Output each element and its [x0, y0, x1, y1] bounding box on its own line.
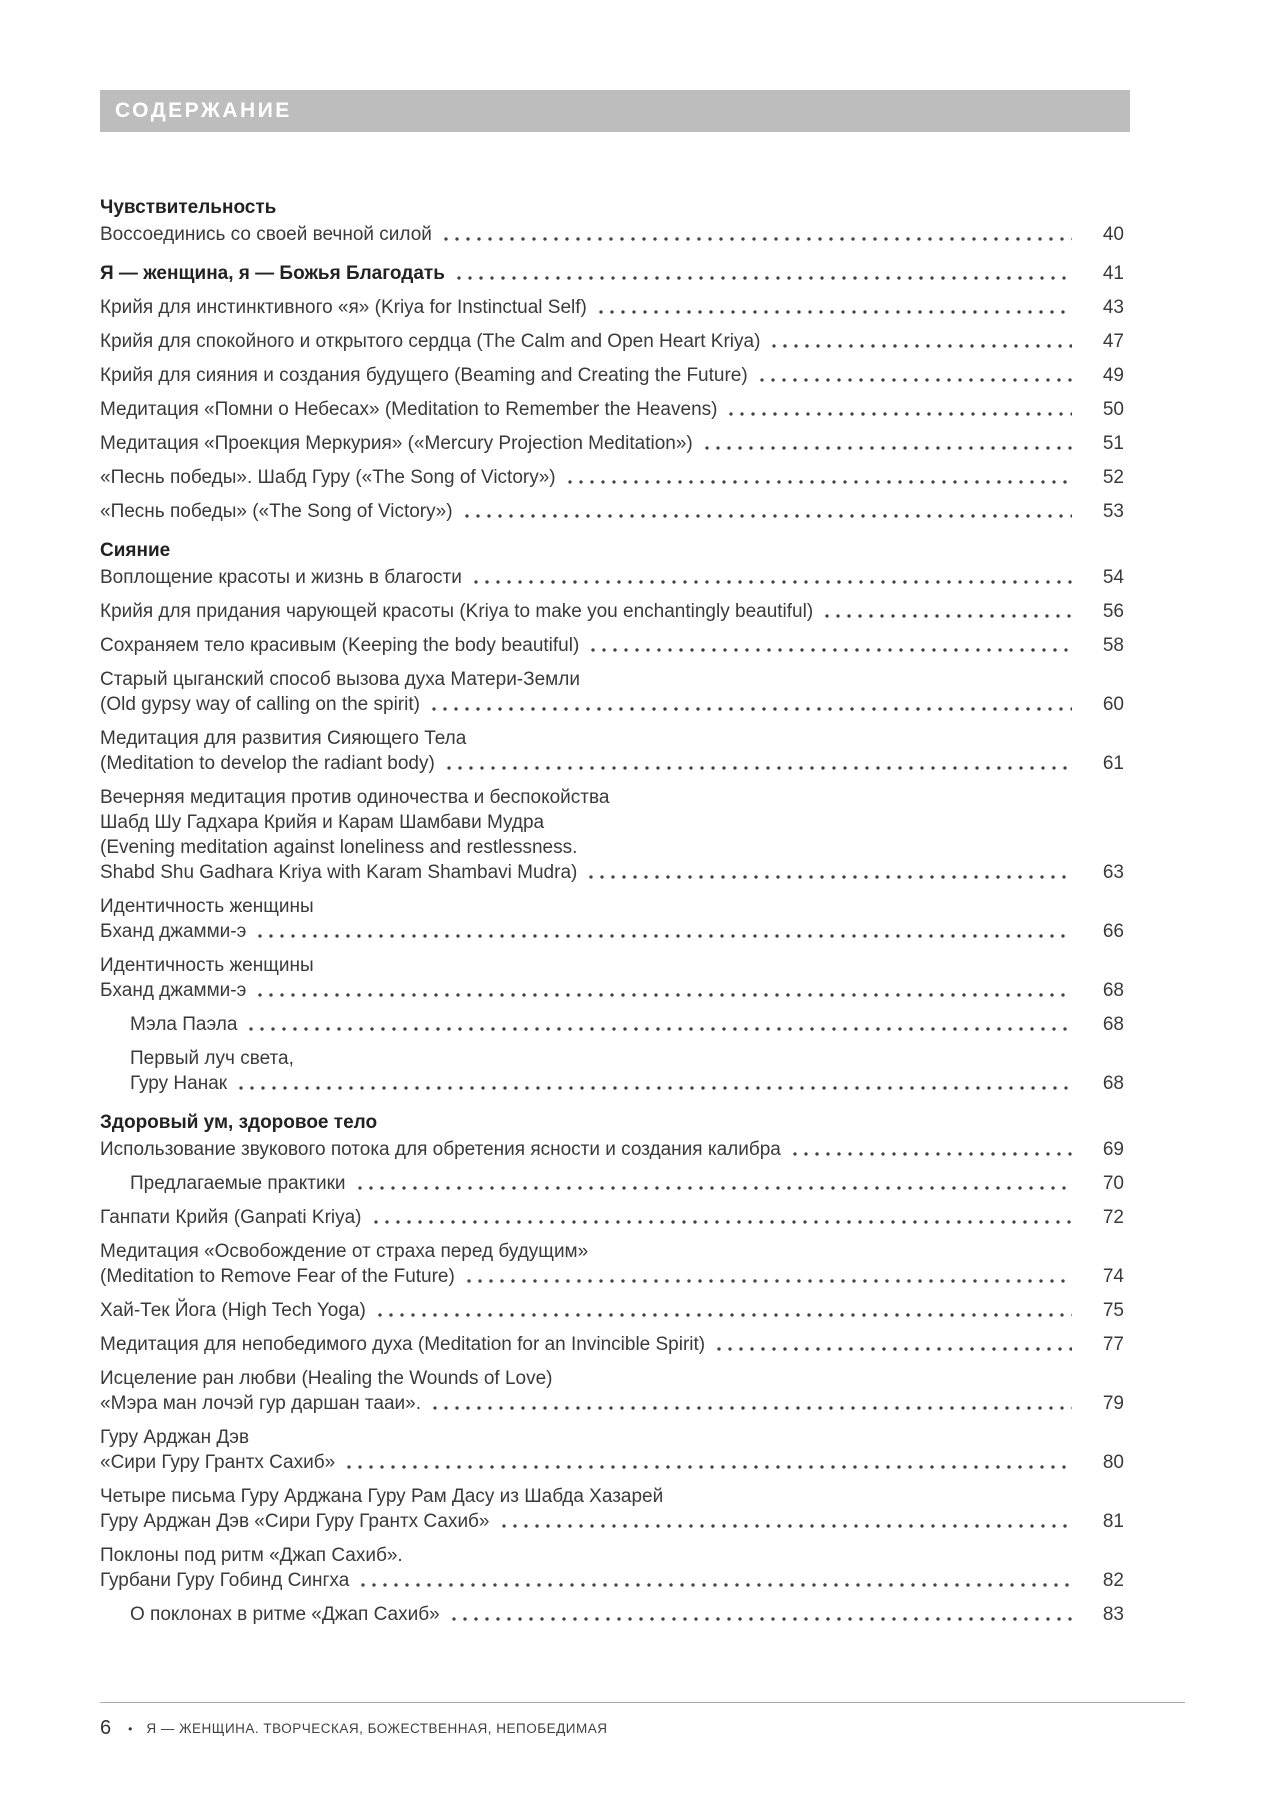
dot-leader: [361, 1583, 1072, 1587]
toc-heading-text: Чувствительность: [100, 197, 277, 218]
toc-entry-text: Воплощение красоты и жизнь в благости: [100, 567, 462, 588]
toc-entry-line: [100, 726, 1130, 751]
toc-entry: [100, 633, 1130, 658]
toc-entry-text: Идентичность женщины: [100, 896, 314, 917]
toc-entry-line: [100, 667, 1130, 692]
toc-entry: [100, 1425, 1130, 1475]
toc-entry-text: Старый цыганский способ вызова духа Матери-Земли: [100, 669, 580, 690]
toc-entry-text: Шабд Шу Гадхара Крийя и Карам Шамбави Мудра: [100, 812, 545, 833]
toc-entry-text: Предлагаемые практики: [130, 1173, 346, 1194]
toc-entry-text: Бханд джамми-э: [100, 980, 247, 1001]
toc-entry-text: «Песнь победы» («The Song of Victory»): [100, 501, 453, 522]
page-footer: [100, 1702, 1185, 1740]
toc-entry-text: «Мэра ман лочэй гур даршан тааи».: [100, 1393, 421, 1414]
dot-leader: [599, 310, 1072, 314]
toc-page-number: 79: [1102, 1393, 1124, 1414]
toc-entry-line: [100, 195, 1130, 220]
toc-entry: [100, 431, 1130, 456]
toc-entry-line: [100, 1568, 1130, 1593]
toc-page-number: 75: [1102, 1300, 1124, 1321]
toc-entry: [100, 953, 1130, 1003]
toc-page-number: 83: [1102, 1604, 1124, 1625]
toc-entry: [100, 363, 1130, 388]
toc-entry-line: [100, 1332, 1130, 1357]
toc-entry-line: [100, 599, 1130, 624]
toc-entry-line: [100, 1425, 1130, 1450]
toc-entry-line: [100, 1205, 1130, 1230]
toc-list: [100, 132, 1130, 1636]
toc-entry-text: Использование звукового потока для обретения ясности и создания калибра: [100, 1139, 781, 1160]
dot-leader: [432, 707, 1072, 711]
toc-entry-text: «Сири Гуру Грантх Сахиб»: [100, 1452, 336, 1473]
dot-leader: [258, 993, 1072, 997]
toc-entry-text: Гуру Арджан Дэв: [100, 1427, 250, 1448]
toc-entry-text: Бханд джамми-э: [100, 921, 247, 942]
toc-entry: [100, 1046, 1130, 1096]
toc-entry: [100, 1484, 1130, 1534]
toc-page-number: 70: [1102, 1173, 1124, 1194]
toc-entry: [100, 465, 1130, 490]
toc-entry: [100, 1298, 1130, 1323]
dot-leader: [568, 480, 1072, 484]
toc-page-number: 72: [1102, 1207, 1124, 1228]
toc-section-heading: [100, 195, 1130, 220]
dot-leader: [474, 580, 1072, 584]
toc-entry-line: [100, 1137, 1130, 1162]
toc-entry: [100, 261, 1130, 286]
toc-entry-line: [100, 329, 1130, 354]
dot-leader: [374, 1220, 1072, 1224]
toc-entry-line: [100, 835, 1130, 860]
dot-leader: [444, 237, 1072, 241]
toc-entry-line: [100, 1264, 1130, 1289]
toc-entry-line: [100, 499, 1130, 524]
toc-page-number: 58: [1102, 635, 1124, 656]
dot-leader: [825, 614, 1072, 618]
toc-page-number: 40: [1102, 224, 1124, 245]
dot-leader: [589, 875, 1072, 879]
toc-entry-text: Медитация «Помни о Небесах» (Meditation to Remember the Heavens): [100, 399, 718, 420]
toc-page-number: 60: [1102, 694, 1124, 715]
toc-entry: [100, 222, 1130, 247]
footer-book-title: Я — ЖЕНЩИНА. ТВОРЧЕСКАЯ, БОЖЕСТВЕННАЯ, НЕПОБЕДИМАЯ: [146, 1721, 608, 1736]
toc-page-number: 47: [1102, 331, 1124, 352]
toc-entry: [100, 1171, 1130, 1196]
toc-entry-line: [100, 1450, 1130, 1475]
toc-entry-line: [100, 860, 1130, 885]
toc-entry-text: Мэла Паэла: [130, 1014, 238, 1035]
toc-entry: [100, 1366, 1130, 1416]
toc-entry: [100, 1602, 1130, 1627]
toc-entry: [100, 599, 1130, 624]
dot-leader: [772, 344, 1072, 348]
toc-entry-line: [130, 1046, 1130, 1071]
toc-page-number: 63: [1102, 862, 1124, 883]
toc-entry-line: [130, 1171, 1130, 1196]
toc-page-number: 68: [1102, 980, 1124, 1001]
toc-entry-line: [100, 431, 1130, 456]
toc-entry-line: [100, 565, 1130, 590]
toc-entry-line: [130, 1012, 1130, 1037]
toc-entry-line: [100, 465, 1130, 490]
contents-title: СОДЕРЖАНИЕ: [115, 99, 292, 122]
toc-entry-text: Shabd Shu Gadhara Kriya with Karam Shambavi Mudra): [100, 862, 578, 883]
toc-entry-text: Медитация для непобедимого духа (Meditation for an Invincible Spirit): [100, 1334, 706, 1355]
toc-section-heading: [100, 538, 1130, 563]
toc-entry-line: [100, 953, 1130, 978]
toc-entry: [100, 329, 1130, 354]
toc-page-number: 52: [1102, 467, 1124, 488]
toc-entry-text: О поклонах в ритме «Джап Сахиб»: [130, 1604, 440, 1625]
toc-entry: [100, 1332, 1130, 1357]
toc-entry-text: (Evening meditation against loneliness and restlessness.: [100, 837, 578, 858]
toc-entry: [100, 295, 1130, 320]
toc-entry-line: [130, 1071, 1130, 1096]
toc-entry: [100, 667, 1130, 717]
toc-entry-line: [100, 1509, 1130, 1534]
toc-entry-line: [100, 751, 1130, 776]
toc-entry: [100, 1137, 1130, 1162]
toc-entry-line: [100, 222, 1130, 247]
toc-entry-text: «Песнь победы». Шабд Гуру («The Song of Victory»): [100, 467, 556, 488]
toc-entry-text: Гуру Нанак: [130, 1073, 228, 1094]
dot-leader: [717, 1347, 1072, 1351]
toc-entry-text: Крийя для инстинктивного «я» (Kriya for Instinctual Self): [100, 297, 587, 318]
toc-entry-text: Вечерняя медитация против одиночества и беспокойства: [100, 787, 610, 808]
toc-page-number: 56: [1102, 601, 1124, 622]
toc-page-number: 43: [1102, 297, 1124, 318]
toc-page-number: 53: [1102, 501, 1124, 522]
toc-entry-line: [100, 1366, 1130, 1391]
dot-leader: [729, 412, 1072, 416]
toc-entry: [100, 397, 1130, 422]
toc-entry-line: [100, 692, 1130, 717]
toc-page-number: 68: [1102, 1014, 1124, 1035]
toc-entry-text: Четыре письма Гуру Арджана Гуру Рам Дасу из Шабда Хазарей: [100, 1486, 664, 1507]
toc-entry-text: Крийя для сияния и создания будущего (Beaming and Creating the Future): [100, 365, 748, 386]
toc-entry: [100, 1012, 1130, 1037]
toc-section-heading: [100, 1110, 1130, 1135]
dot-leader: [358, 1186, 1072, 1190]
toc-entry: [100, 499, 1130, 524]
dot-leader: [502, 1524, 1073, 1528]
toc-entry-text: (Old gypsy way of calling on the spirit): [100, 694, 420, 715]
toc-page-number: 49: [1102, 365, 1124, 386]
dot-leader: [347, 1465, 1072, 1469]
toc-page-number: 50: [1102, 399, 1124, 420]
toc-entry-line: [100, 261, 1130, 286]
dot-leader: [249, 1027, 1072, 1031]
toc-entry-text: Сохраняем тело красивым (Keeping the body beautiful): [100, 635, 580, 656]
toc-entry-line: [100, 810, 1130, 835]
toc-page-number: 80: [1102, 1452, 1124, 1473]
toc-entry-text: Медитация «Проекция Меркурия» («Mercury Projection Meditation»): [100, 433, 693, 454]
toc-entry-text: Гуру Арджан Дэв «Сири Гуру Грантх Сахиб»: [100, 1511, 490, 1532]
dot-leader: [452, 1617, 1072, 1621]
toc-entry-line: [100, 1239, 1130, 1264]
toc-entry-text: (Meditation to develop the radiant body): [100, 753, 435, 774]
toc-page-number: 41: [1102, 263, 1124, 284]
dot-leader: [793, 1152, 1072, 1156]
toc-entry-line: [100, 397, 1130, 422]
toc-page-number: 68: [1102, 1073, 1124, 1094]
toc-heading-text: Здоровый ум, здоровое тело: [100, 1112, 378, 1133]
toc-entry-text: Первый луч света,: [130, 1048, 294, 1069]
dot-leader: [447, 766, 1072, 770]
toc-entry-text: Гурбани Гуру Гобинд Сингха: [100, 1570, 350, 1591]
toc-entry-text: Поклоны под ритм «Джап Сахиб».: [100, 1545, 403, 1566]
toc-entry-line: [100, 1298, 1130, 1323]
dot-leader: [591, 648, 1072, 652]
toc-entry: [100, 1239, 1130, 1289]
toc-entry-text: Идентичность женщины: [100, 955, 314, 976]
toc-entry-line: [100, 894, 1130, 919]
toc-page-number: 61: [1102, 753, 1124, 774]
toc-entry-text: Исцеление ран любви (Healing the Wounds of Love): [100, 1368, 553, 1389]
toc-entry-text: Ганпати Крийя (Ganpati Kriya): [100, 1207, 362, 1228]
footer-bullet-icon: •: [128, 1721, 133, 1736]
contents-title-bar: [100, 90, 1130, 132]
toc-page-number: 51: [1102, 433, 1124, 454]
toc-entry-line: [100, 785, 1130, 810]
toc-entry-text: Крийя для придания чарующей красоты (Kriya to make you enchantingly beautiful): [100, 601, 814, 622]
toc-entry: [100, 565, 1130, 590]
toc-page-number: 77: [1102, 1334, 1124, 1355]
dot-leader: [457, 276, 1072, 280]
dot-leader: [760, 378, 1072, 382]
toc-page-number: 66: [1102, 921, 1124, 942]
toc-heading-text: Сияние: [100, 540, 171, 561]
toc-page-number: 54: [1102, 567, 1124, 588]
toc-entry-line: [100, 978, 1130, 1003]
toc-entry-line: [130, 1602, 1130, 1627]
toc-entry-line: [100, 1543, 1130, 1568]
toc-entry-text: Медитация для развития Сияющего Тела: [100, 728, 467, 749]
toc-entry-line: [100, 1110, 1130, 1135]
toc-entry: [100, 894, 1130, 944]
toc-page-number: 69: [1102, 1139, 1124, 1160]
toc-entry: [100, 1543, 1130, 1593]
toc-entry: [100, 785, 1130, 885]
toc-entry: [100, 1205, 1130, 1230]
toc-page-number: 82: [1102, 1570, 1124, 1591]
dot-leader: [239, 1086, 1072, 1090]
toc-page-number: 74: [1102, 1266, 1124, 1287]
toc-entry: [100, 726, 1130, 776]
dot-leader: [378, 1313, 1072, 1317]
toc-entry-line: [100, 1484, 1130, 1509]
toc-entry-text: Я — женщина, я — Божья Благодать: [100, 263, 445, 284]
dot-leader: [258, 934, 1072, 938]
toc-entry-line: [100, 363, 1130, 388]
toc-entry-line: [100, 919, 1130, 944]
dot-leader: [467, 1279, 1072, 1283]
toc-entry-text: Медитация «Освобождение от страха перед будущим»: [100, 1241, 589, 1262]
toc-entry-line: [100, 633, 1130, 658]
toc-entry-text: Воссоединись со своей вечной силой: [100, 224, 432, 245]
toc-entry-text: (Meditation to Remove Fear of the Future): [100, 1266, 455, 1287]
toc-page-number: 81: [1102, 1511, 1124, 1532]
dot-leader: [465, 514, 1072, 518]
dot-leader: [433, 1406, 1072, 1410]
toc-entry-text: Крийя для спокойного и открытого сердца (The Calm and Open Heart Kriya): [100, 331, 761, 352]
dot-leader: [705, 446, 1072, 450]
toc-entry-line: [100, 1391, 1130, 1416]
toc-entry-line: [100, 295, 1130, 320]
footer-page-number: 6: [100, 1717, 112, 1739]
toc-entry-text: Хай-Тек Йога (High Tech Yoga): [100, 1300, 366, 1321]
toc-entry-line: [100, 538, 1130, 563]
